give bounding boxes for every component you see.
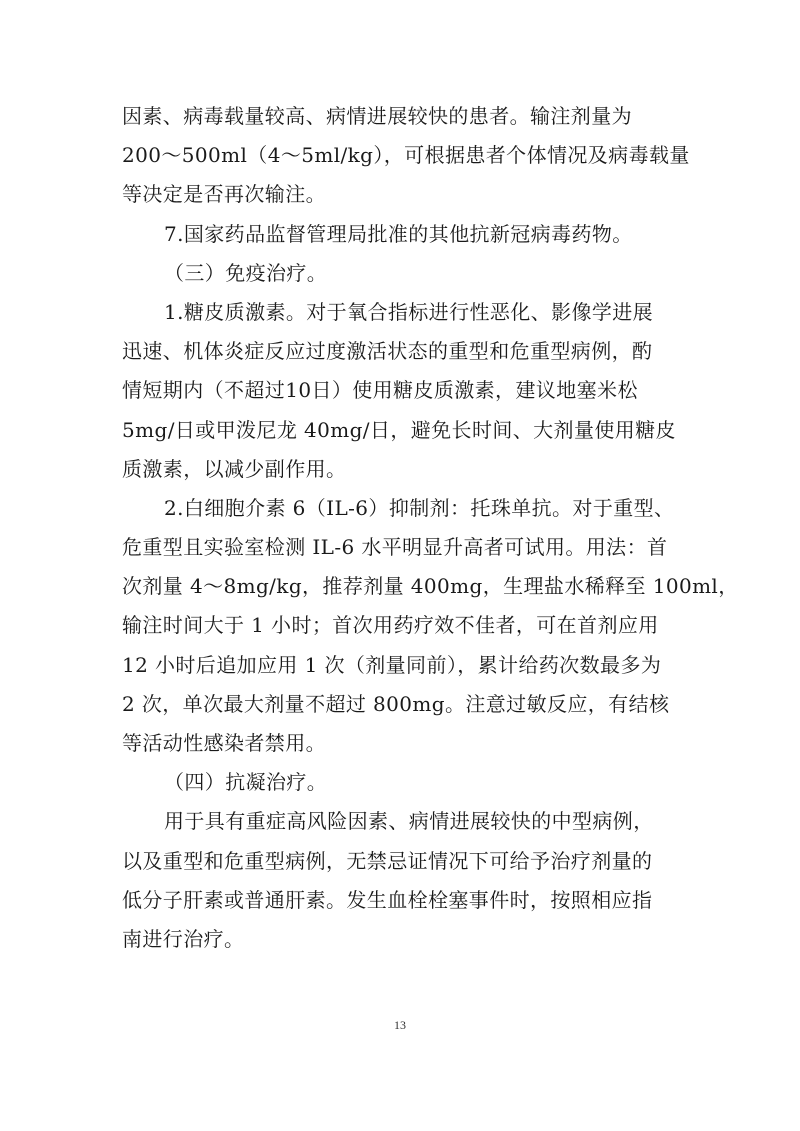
text-line: 用于具有重症高风险因素、病情进展较快的中型病例，	[164, 809, 654, 834]
paragraph	[122, 489, 739, 763]
text-line: 7.国家药品监督管理局批准的其他抗新冠病毒药物。	[164, 221, 633, 246]
text-line: 以及重型和危重型病例，无禁忌证情况下可给予治疗剂量的	[122, 848, 653, 873]
text-line: 质激素，以减少副作用。	[122, 456, 347, 481]
paragraph	[122, 293, 682, 489]
section-heading	[122, 763, 682, 802]
text-line: 5mg/日或甲泼尼龙 40mg/日，避免长时间、大剂量使用糖皮	[122, 417, 676, 442]
paragraph	[122, 97, 690, 215]
text-line: （四）抗凝治疗。	[164, 770, 328, 795]
text-line: 2.白细胞介素 6（IL-6）抑制剂：托珠单抗。对于重型、	[164, 495, 675, 520]
text-line: 情短期内（不超过10日）使用糖皮质激素，建议地塞米松	[122, 378, 638, 403]
text-line: 低分子肝素或普通肝素。发生血栓栓塞事件时，按照相应指	[122, 887, 653, 912]
text-line: （三）免疫治疗。	[164, 260, 328, 285]
text-line: 等活动性感染者禁用。	[122, 731, 326, 755]
paragraph	[122, 802, 682, 959]
body-text	[122, 97, 739, 959]
text-line: 因素、病毒载量较高、病情进展较快的患者。输注剂量为	[122, 104, 632, 128]
text-line: 1.糖皮质激素。对于氧合指标进行性恶化、影像学进展	[164, 299, 654, 324]
text-line: 200～500ml（4～5ml/kg），可根据患者个体情况及病毒载量	[122, 143, 690, 168]
text-line: 输注时间大于 1 小时；首次用药疗效不佳者，可在首剂应用	[122, 613, 659, 638]
text-line: 危重型且实验室检测 IL-6 水平明显升高者可试用。用法：首	[122, 535, 668, 560]
text-line: 12 小时后追加应用 1 次（剂量同前），累计给药次数最多为	[122, 652, 662, 677]
text-line: 2 次，单次最大剂量不超过 800mg。注意过敏反应，有结核	[122, 691, 670, 716]
text-line: 南进行治疗。	[122, 926, 245, 951]
page-number: 13	[394, 1018, 406, 1032]
text-line: 次剂量 4～8mg/kg，推荐剂量 400mg，生理盐水稀释至 100ml，	[122, 574, 739, 599]
text-line: 迅速、机体炎症反应过度激活状态的重型和危重型病例，酌	[122, 339, 653, 364]
paragraph	[122, 215, 682, 254]
section-heading	[122, 254, 682, 293]
text-line: 等决定是否再次输注。	[122, 182, 326, 207]
